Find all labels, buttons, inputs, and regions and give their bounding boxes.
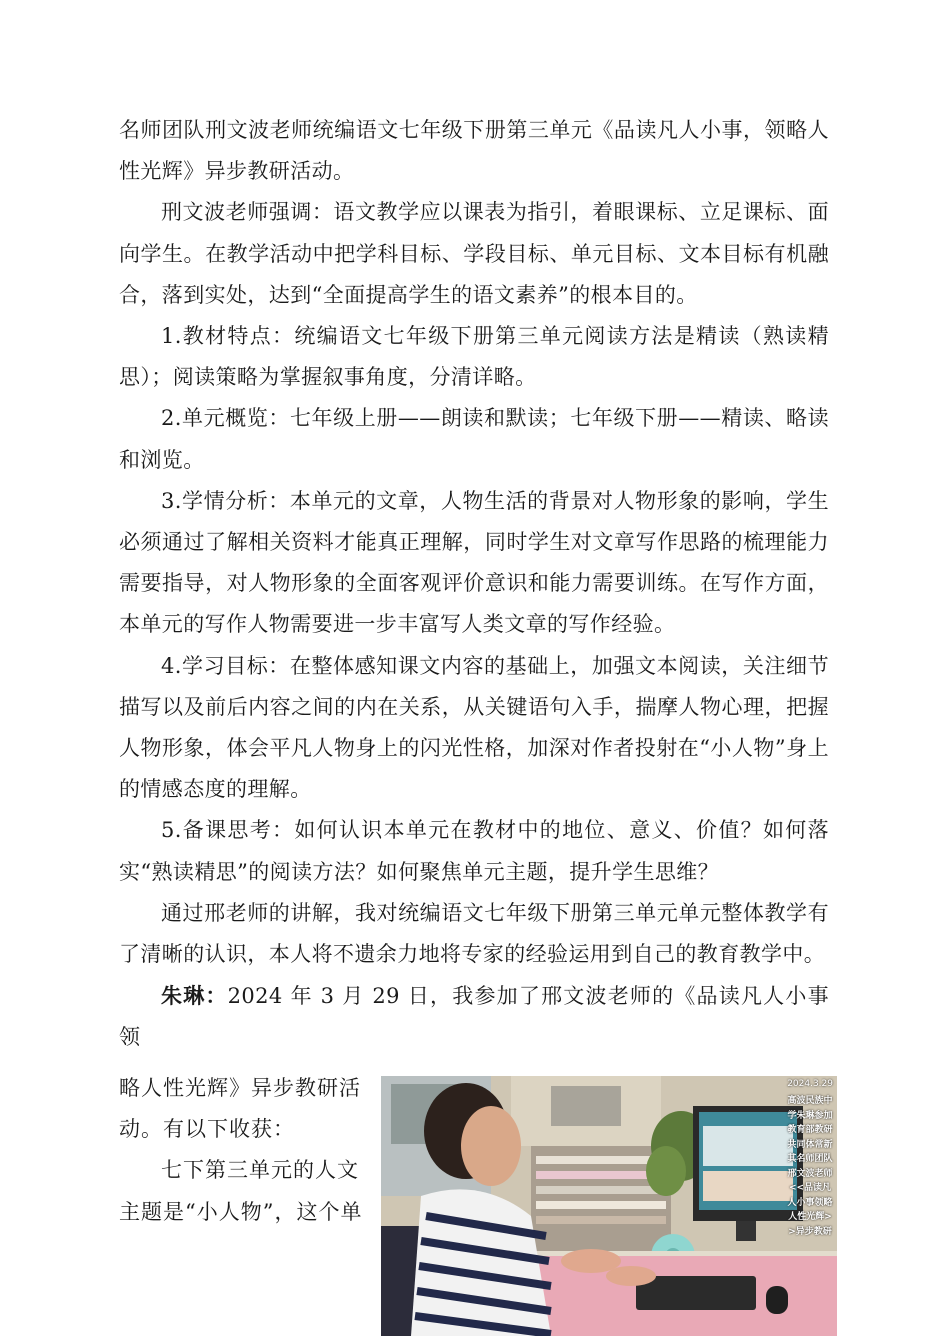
- paragraph-5: 3.学情分析：本单元的文章，人物生活的背景对人物形象的影响，学生必须通过了解相关资料才能真正理解，同时学生对文章写作思路的梳理能力需要指导，对人物形象的全面客观评价意识和能力需要训练。在写作方面，本单元的写作人物需要进一步丰富写人类文章的写作经验。: [119, 488, 829, 637]
- watermark-date: 2024.3.29: [787, 1079, 833, 1089]
- author-name: 朱琳：: [161, 983, 228, 1009]
- photo-illustration: [381, 1076, 837, 1336]
- teacher-photo: [381, 1076, 837, 1336]
- paragraph-8: 通过邢老师的讲解，我对统编语文七年级下册第三单元单元整体教学有了清晰的认识，本人将不遗余力地将专家的经验运用到自己的教育教学中。: [119, 900, 829, 967]
- paragraph-1: 名师团队刑文波老师统编语文七年级下册第三单元《品读凡人小事，领略人性光辉》异步教研活动。: [119, 118, 829, 184]
- wrapped-line-4: 主题是“小人物”，这个单: [119, 1199, 363, 1224]
- paragraph-3: 1.教材特点：统编语文七年级下册第三单元阅读方法是精读（熟读精思）；阅读策略为掌握叙事角度，分清详略。: [119, 324, 829, 390]
- paragraph-9: [119, 975, 829, 1058]
- wrapped-text: [119, 1068, 371, 1233]
- watermark-caption: 高波民族中学朱琳参加教育部教研共同体常新其名师团队邢文波老师<<品读凡人小事领略人性光辉>>异步教研: [787, 1096, 833, 1237]
- wrapped-line-3: 七下第三单元的人文: [161, 1158, 359, 1183]
- paragraph-7: 5.备课思考：如何认识本单元在教材中的地位、意义、价值？如何落实“熟读精思”的阅读方法？如何聚焦单元主题，提升学生思维？: [119, 818, 829, 884]
- paragraph-4: 2.单元概览：七年级上册——朗读和默读；七年级下册——精读、略读和浏览。: [119, 406, 829, 472]
- wrapped-line-2: 动。有以下收获：: [119, 1117, 295, 1142]
- paragraph-6: 4.学习目标：在整体感知课文内容的基础上，加强文本阅读，关注细节描写以及前后内容之间的内在关系，从关键语句入手，揣摩人物心理，把握人物形象，体会平凡人物身上的闪光性格，加深对作者投射在“小人物”身上的情感态度的理解。: [119, 653, 829, 802]
- wrapped-line-1: 略人性光辉》异步教研活: [119, 1076, 361, 1100]
- paragraph-2: 刑文波老师强调：语文教学应以课表为指引，着眼课标、立足课标、面向学生。在教学活动中把学科目标、学段目标、单元目标、文本目标有机融合，落到实处，达到“全面提高学生的语文素养”的根本目的。: [119, 200, 829, 307]
- body-text: [119, 110, 829, 1059]
- paragraph-9-text: 2024 年 3 月 29 日，我参加了邢文波老师的《品读凡人小事 领: [119, 984, 829, 1050]
